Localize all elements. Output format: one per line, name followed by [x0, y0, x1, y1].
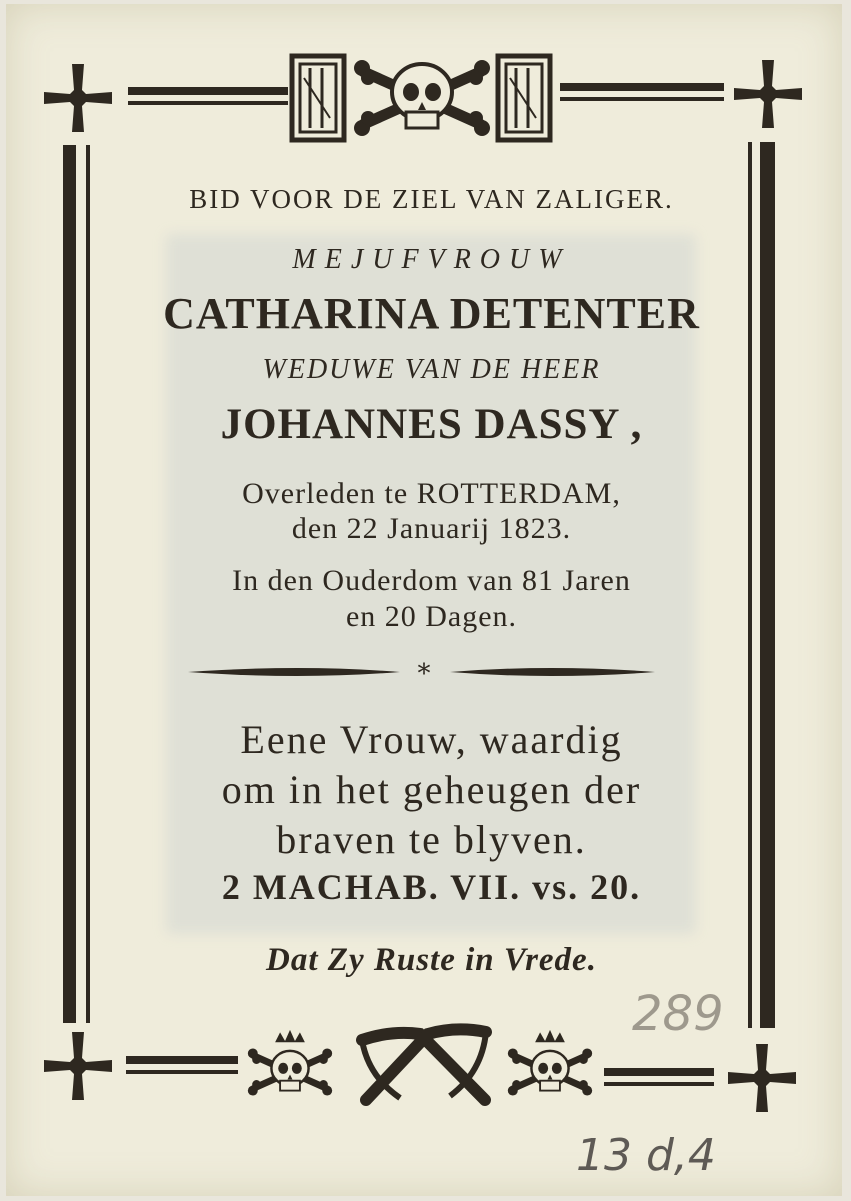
age-line-2: en 20 Dagen.: [345, 600, 518, 633]
pencil-number: 289: [632, 986, 724, 1042]
cross-pattee-icon: [44, 1032, 112, 1100]
closing-line: Dat Zy Ruste in Vrede.: [266, 942, 597, 978]
heading-prayer: BID VOOR DE ZIEL VAN ZALIGER.: [189, 184, 674, 214]
relation-line: WEDUWE VAN DE HEER: [262, 354, 601, 385]
crowned-skull-icon: [248, 1030, 332, 1096]
crossed-scythes-icon: [362, 1029, 486, 1100]
age-line-1: In den Ouderdom van 81 Jaren: [232, 564, 631, 597]
bible-citation: 2 MACHAB. VII. vs. 20.: [221, 867, 642, 907]
cross-pattee-icon: [44, 64, 112, 132]
svg-text:*: *: [417, 659, 431, 689]
column-icon: [292, 56, 344, 140]
skull-crossbones-icon: [354, 60, 490, 136]
death-place: Overleden te ROTTERDAM,: [242, 477, 621, 510]
quote-line-1: Eene Vrouw, waardig: [240, 717, 623, 762]
title-line: MEJUFVROUW: [292, 244, 571, 275]
column-icon: [498, 56, 550, 140]
cross-pattee-icon: [728, 1044, 796, 1112]
spouse-name: JOHANNES DASSY ,: [220, 401, 643, 448]
prayer-card: [6, 4, 842, 1196]
deceased-name: CATHARINA DETENTER: [163, 289, 700, 338]
death-date: den 22 Januarij 1823.: [291, 512, 572, 545]
quote-line-3: braven te blyven.: [276, 817, 587, 862]
crowned-skull-icon: [508, 1030, 592, 1096]
inventory-mark: 13 d,4: [576, 1130, 716, 1181]
quote-line-2: om in het geheugen der: [221, 767, 642, 812]
cross-pattee-icon: [734, 60, 802, 128]
